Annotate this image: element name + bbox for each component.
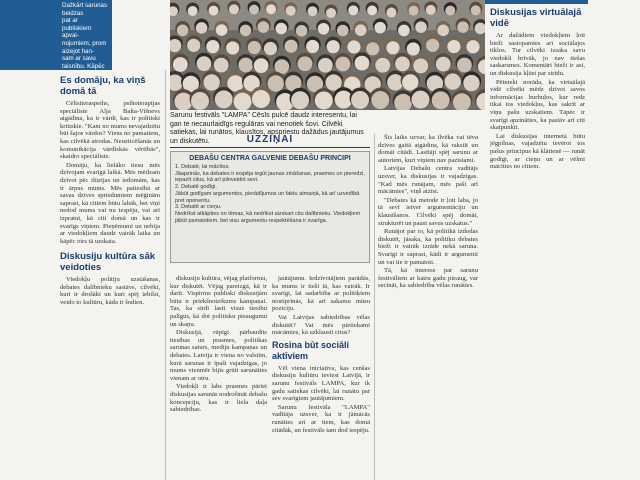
crowd-face — [471, 5, 481, 15]
uzzinai-line-4: Jābūt godīgam argumentos, pierādījumos un faktu atmaiņā, kā arī uzvedībā pret oponentu. — [175, 190, 360, 204]
crowd-face — [436, 57, 451, 72]
mid2-para-3: Vēl viena iniciatīva, kas cenšas diskusiju kultūru ieviest Latvijā, ir sarunu festivāls LAMPA, kur ik gadu satiekas cilvēki, lai runātu par sev svarīgiem jautājumiem. — [272, 364, 370, 403]
crowd-face — [286, 6, 296, 16]
mid-column-1 — [170, 275, 267, 480]
mid2-heading: Rosina būt sociāli aktīviem — [272, 339, 350, 361]
crowd-face — [457, 58, 472, 73]
mid-column-3 — [378, 134, 478, 480]
festival-crowd-photo — [170, 0, 485, 110]
crowd-face — [386, 8, 396, 18]
crowd-image — [170, 0, 485, 110]
crowd-face — [206, 40, 219, 53]
crowd-face — [258, 21, 270, 33]
crowd-face — [196, 22, 208, 34]
intro-line: sam ar savu taisnību. Kāpēc — [62, 55, 105, 70]
left-heading-2: Diskusiju kultūra sāk veidoties — [60, 251, 156, 274]
crowd-face — [188, 6, 198, 16]
left-para-3: Viedokļu politiju uzstāšanas, debates dalībnieku sastāvs, cilvēki, kuri ir drošāki un kuri spēj iebilst, veido to kultūru, kāda ir šodien. — [60, 276, 160, 307]
left-para-1: Cēlisiteraspeihs, psihoterapijas speciāliste Alja Balta-Višnevs atgādina, ka ir vārdi, kas ir politiski kritiskie. "Kam no mums nevajadzētu būt šajos vārdos? Viens no pamatiem, kas cilvēkā atrodas. Neuzticēšanās un komunikācija vārdiskās vērtībās", skaidro speciāliste. — [60, 100, 160, 161]
crowd-face — [187, 39, 200, 52]
crowd-face — [306, 40, 319, 53]
crowd-face — [411, 91, 429, 109]
crowd-face — [248, 41, 261, 54]
right-para-2: Pētnieki norāda, ka virtuālajā vidē cilvēki mēdz dzīvot savos informācijas burbuļos, kur redz tikai tos viedokļus, kas sakrīt ar viņu pašu uzskatiem. Tāpēc ir svarīgi apzināties, ka pastāv arī citi skatpunkti. — [490, 78, 585, 132]
right-para-1: Ar dažādiem viedokļiem ļoti bieži sastopamies arī sociālajos tīklos. Tur cilvēki izsaka savu viedokli brīvāk, jo nav tiešas saskarsmes. Komentāri bieži ir asi, un diskusija kļūst par strīdu. — [490, 32, 585, 77]
crowd-face — [226, 41, 239, 54]
crowd-face — [296, 25, 308, 37]
uzzinai-box — [170, 151, 370, 263]
crowd-face — [291, 91, 309, 109]
uzzinai-panel — [170, 134, 370, 272]
crowd-face — [315, 91, 333, 109]
intro-line: Dažkārt sarunas beidzas — [62, 2, 108, 17]
crowd-face — [463, 75, 479, 91]
uzzinai-line-6: Nedrīkst atkāpties no tēmas, kā nedrīkst aizskart citu dalībnieku. Viedokļiem jābūt pamatotiem, bet visu argumentu respektēšana ir svarīga. — [175, 210, 361, 224]
intro-line: nojumiem, prom aizejot han- — [62, 39, 107, 55]
crowd-face — [240, 25, 252, 37]
crowd-face — [351, 91, 369, 109]
photo-caption: Sarunu festivāls "LAMPA" Cēsīs pulcē daudz interesentu, lai gan te necaurlaidīgs regulāras vai nenotiek šovi. Cilvēki satiekas, lai runātos, klausītos, apspriestu dažādus jautājumus un diskutētu. — [170, 112, 364, 145]
mid2-para-2: Vai Latvijas sabiedrības vēlas diskutēt? Vai mēs pietiekami mācāmies, kā uzklausīt citus? — [272, 313, 370, 337]
mid3-para-3: "Debates kā metode ir ļoti laba, jo tā sevī ietver argumentāciju un klausīšanos. Cilvēki spēj domāt, strukturēt un paust savus uzskatus." — [378, 196, 478, 227]
left-heading-1: Es domāju, ka viņš domā tā — [60, 75, 146, 97]
crowd-face — [216, 24, 228, 36]
crowd-face — [254, 58, 269, 73]
uzzinai-title: UZZIŅAI — [170, 134, 370, 148]
column-rule-2 — [374, 134, 375, 480]
crowd-face — [308, 6, 318, 16]
crowd-face — [268, 75, 284, 91]
crowd-face — [285, 40, 298, 53]
crowd-face — [336, 57, 351, 72]
crowd-face — [413, 59, 428, 74]
crowd-face — [395, 56, 410, 71]
mid3-para-1: Šis laiks uzvar, ka īlvēka vai tēva dzīves gaitā atgādina, kā rakstīt un domāt citādi. Lasītāji spēj sarunu ar autoriem, kuri viņiem nav pazīstami. — [378, 134, 478, 164]
column-rule — [165, 70, 166, 480]
crowd-face — [203, 74, 219, 90]
crowd-face — [264, 42, 277, 55]
crowd-face — [457, 21, 469, 33]
mid3-para-2: Latvijas Debašu centra vadītājs uzsver, ka diskusijas ir vajadzīgas. "Kad mēs runājam, mēs paši arī mācāmies", viņš atzīst. — [378, 165, 478, 196]
uzzinai-line-1: 1. Debatē, lai mācītos. — [175, 164, 230, 170]
crowd-face — [252, 90, 270, 108]
intro-box-left-strip — [0, 0, 60, 70]
crowd-face — [437, 25, 449, 37]
crowd-face — [234, 93, 252, 110]
crowd-face — [238, 58, 253, 73]
left-column — [60, 72, 160, 480]
crowd-face — [173, 57, 188, 72]
crowd-face — [355, 24, 367, 36]
crowd-face — [214, 58, 229, 73]
uzzinai-line-2: Jāapzinās, ka debates ir iespēja iegūt jaunas zināšanas, prasmes un pieredzi, iepazīt citus, kā arī pilnveidot sevi. — [175, 170, 365, 184]
crowd-face — [466, 40, 479, 53]
crowd-face — [177, 25, 189, 37]
crowd-face — [447, 40, 460, 53]
crowd-face — [355, 56, 370, 71]
right-heading: Diskusijas virtuālajā vidē — [490, 7, 582, 29]
right-column — [490, 4, 585, 480]
crowd-face — [426, 39, 439, 52]
mid2-para-4: Sarunu festivāla "LAMPA" vadītāja uzsver, ka ir jāmācās runāties arī ar tiem, kas domā citādāk, un festivāls tam dod iespēju. — [272, 403, 370, 434]
crowd-face — [398, 25, 410, 37]
uzzinai-line-5: 3. Debatē ar cieņu. — [175, 204, 222, 211]
crowd-face — [275, 23, 287, 35]
crowd-face — [209, 6, 219, 16]
crowd-face — [191, 92, 209, 110]
crowd-face — [215, 90, 233, 108]
mid1-para-3: Viedokļi ir labs prasmes pāriet diskusijas sarunās nodrošināt debašu koncepciju, kas ir liela daļa sabiedrības. — [170, 383, 267, 414]
crowd-face — [445, 73, 461, 89]
crowd-face — [337, 25, 349, 37]
mid-column-2 — [272, 275, 370, 480]
crowd-face — [366, 42, 379, 55]
crowd-face — [386, 41, 399, 54]
crowd-face — [426, 5, 436, 15]
left-para-2: Domāju, ka lielāko tiesu mēs dzīvojam svarīgā laikā. Mēs mēdzam dzīvot pēc ilūzijas un iedomām, kas ir ārpus mums. Mēs patiesībā ar savas dzīves spriedumiem mēģinām saprast, kā citiem būtu labāk, bet viņi nedod mums vai nu iespēju, vai arī izpratni, kā citi domā un kas ir svarīgs viņiem. Pieņēmumi un nebija ar viedokļiem daudz vairāk laika un kāpēc otrs tā uzskata. — [60, 161, 160, 245]
crowd-face — [326, 8, 336, 18]
mid3-para-5: Tā, kā interese par sarunu festivāliem ar katru gadu pieaug, var secināt, ka sabiedrība vēlas runāties. — [378, 267, 478, 290]
crowd-face — [266, 4, 276, 14]
crowd-face — [445, 6, 455, 16]
crowd-face — [249, 5, 259, 15]
crowd-face — [347, 40, 360, 53]
intro-text — [62, 2, 108, 70]
crowd-face — [407, 42, 420, 55]
crowd-face — [348, 5, 358, 15]
crowd-face — [374, 22, 386, 34]
page-right-margin — [588, 0, 640, 480]
crowd-face — [415, 21, 427, 33]
mid3-para-4: Runājot par to, kā politikā izdodas diskutēt, jāsaka, ka politiķu debates bieži ir vairāk izrāde nekā saruna. Svarīgi ir saprast, kādi ir argumenti un vai tie ir pamatoti. — [378, 228, 478, 266]
crowd-face — [197, 56, 212, 71]
crowd-face — [298, 56, 313, 71]
crowd-face — [318, 23, 330, 35]
crowd-face — [432, 91, 450, 109]
mid1-para-1: diskusiju kultūra, vējag platformu, kur diskutēt. Vējag pareizgā, kā ir darīt. Vispirms publiski diskusijām būtu ir priekšnoteikums kampaņai. Tas, ka sirdī lasīt visus tiesību palīgus, kā dot politisku pieaugumu un skaņu. — [170, 275, 267, 328]
crowd-face — [409, 6, 419, 16]
intro-line: pat ar publiskiem apvai- — [62, 17, 92, 40]
right-para-3: Lai diskusijas internetā būtu jēgpilnas, vajadzētu ievērot tos pašus principus kā klātienē — runāt godīgi, ar cieņu un ar vēlmi mācīties no citiem. — [490, 132, 585, 171]
uzzinai-line-3: 2. Debatē godīgi. — [175, 184, 217, 191]
crowd-face — [229, 4, 239, 14]
crowd-face — [327, 40, 340, 53]
crowd-face — [318, 58, 333, 73]
crowd-face — [375, 58, 390, 73]
crowd-face — [367, 5, 377, 15]
uzzinai-subtitle: DEBAŠU CENTRA GALVENIE DEBAŠU PRINCIPI — [189, 155, 351, 162]
mid1-para-2: Diskusijā, rūpīgi pārbaudīts tiesības un prasmes, politikas sarunas saturs, mediju kampaņas un debates. Latvija ir viena no valstīm, kurā sarunas ir īpaši vajadzīgas, jo mums vienmēr bijis grūti sarunāties vienam ar otru. — [170, 329, 267, 382]
crowd-face — [371, 91, 389, 109]
mid2-para-1: jautājumu. Iedzīvotājiem parādās, ka mums ir tieši tā, kas vairāk. Ir svarīgi, lai sadarbība ar politiķiem nostiprinās, kā arī sakamu mūsu pozīciju. — [272, 275, 370, 313]
